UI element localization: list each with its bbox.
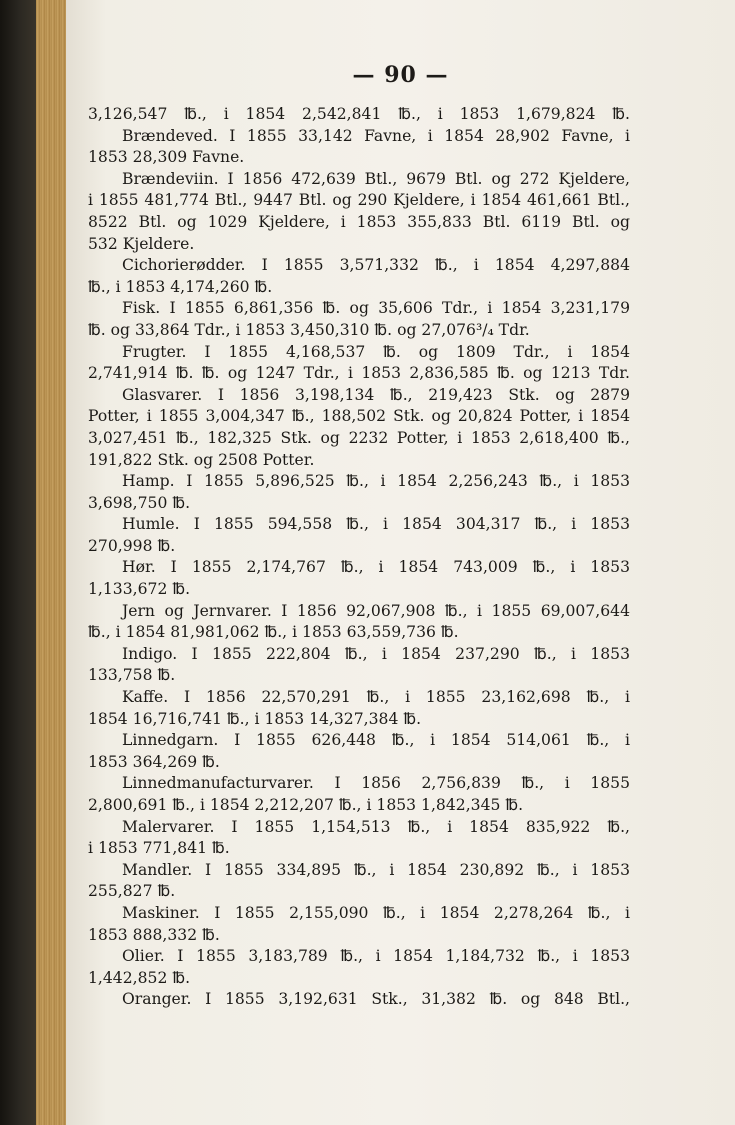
text-line: 1853 364,269 ℔. (88, 752, 220, 771)
text-line: Maskiner. I 1855 2,155,090 ℔., i 1854 2,278,264 ℔., i (122, 903, 630, 922)
page-number: — 90 — (352, 62, 449, 88)
text-line: Cichorierødder. I 1855 3,571,332 ℔., i 1854 4,297,884 (122, 256, 630, 275)
text-line: 133,758 ℔. (88, 666, 176, 685)
text-line: Jern og Jernvarer. I 1856 92,067,908 ℔., i 1855 69,007,644 (122, 601, 630, 620)
text-line: 8522 Btl. og 1029 Kjeldere, i 1853 355,833 Btl. 6119 Btl. og (88, 212, 630, 231)
text-line: 1,133,672 ℔. (88, 580, 191, 599)
text-line: Malervarer. I 1855 1,154,513 ℔., i 1854 835,922 ℔., (122, 817, 630, 836)
text-line: 2,741,914 ℔. ℔. og 1247 Tdr., i 1853 2,836,585 ℔. og 1213 Tdr. (88, 364, 630, 383)
book-cover-edge (0, 0, 36, 1125)
text-line: ℔., i 1854 81,981,062 ℔., i 1853 63,559,736 ℔. (88, 623, 459, 642)
text-line: Frugter. I 1855 4,168,537 ℔. og 1809 Tdr., i 1854 (122, 342, 630, 361)
text-line: 1854 16,716,741 ℔., i 1853 14,327,384 ℔. (88, 709, 422, 728)
text-line: 1853 28,309 Favne. (88, 148, 245, 167)
text-line: Brændeviin. I 1856 472,639 Btl., 9679 Btl. og 272 Kjeldere, (122, 169, 630, 188)
text-line: Potter, i 1855 3,004,347 ℔., 188,502 Stk. og 20,824 Potter, i 1854 (88, 407, 630, 426)
text-line: Glasvarer. I 1856 3,198,134 ℔., 219,423 Stk. og 2879 (122, 385, 630, 404)
text-line: Olier. I 1855 3,183,789 ℔., i 1854 1,184,732 ℔., i 1853 (122, 947, 630, 966)
page-edges (36, 0, 66, 1125)
text-line: 3,126,547 ℔., i 1854 2,542,841 ℔., i 1853 1,679,824 ℔. (88, 105, 630, 123)
text-line: Oranger. I 1855 3,192,631 Stk., 31,382 ℔. og 848 Btl., (122, 990, 630, 1009)
text-line: 3,698,750 ℔. (88, 493, 191, 512)
text-line: i 1853 771,841 ℔. (88, 839, 230, 858)
text-line: 191,822 Stk. og 2508 Potter. (88, 450, 315, 469)
text-line: 1,442,852 ℔. (88, 968, 191, 987)
text-line: Linnedmanufacturvarer. I 1856 2,756,839 ℔., i 1855 (122, 774, 630, 793)
text-line: 2,800,691 ℔., i 1854 2,212,207 ℔., i 1853 1,842,345 ℔. (88, 796, 524, 814)
text-line: Fisk. I 1855 6,861,356 ℔. og 35,606 Tdr., i 1854 3,231,179 (122, 299, 630, 318)
text-line: Humle. I 1855 594,558 ℔., i 1854 304,317 ℔., i 1853 (122, 515, 630, 534)
text-line: 1853 888,332 ℔. (88, 925, 220, 944)
text-line: ℔. og 33,864 Tdr., i 1853 3,450,310 ℔. og 27,076³/₄ Tdr. (88, 320, 530, 339)
text-line: Kaffe. I 1856 22,570,291 ℔., i 1855 23,162,698 ℔., i (122, 688, 630, 707)
text-line: Indigo. I 1855 222,804 ℔., i 1854 237,290 ℔., i 1853 (122, 644, 630, 663)
text-line: Linnedgarn. I 1855 626,448 ℔., i 1854 514,061 ℔., i (122, 731, 630, 750)
text-line: Hør. I 1855 2,174,767 ℔., i 1854 743,009 ℔., i 1853 (122, 558, 630, 577)
text-line: ℔., i 1853 4,174,260 ℔. (88, 277, 273, 296)
text-line: 532 Kjeldere. (88, 234, 195, 253)
text-block (88, 104, 630, 1011)
text-line: Mandler. I 1855 334,895 ℔., i 1854 230,892 ℔., i 1853 (122, 860, 630, 879)
text-line: Hamp. I 1855 5,896,525 ℔., i 1854 2,256,243 ℔., i 1853 (122, 472, 630, 491)
text-line: 270,998 ℔. (88, 536, 176, 555)
text-line: 3,027,451 ℔., 182,325 Stk. og 2232 Potter, i 1853 2,618,400 ℔., (88, 428, 630, 447)
text-line: 255,827 ℔. (88, 882, 176, 901)
text-line: Brændeved. I 1855 33,142 Favne, i 1854 28,902 Favne, i (122, 126, 630, 145)
text-line: i 1855 481,774 Btl., 9447 Btl. og 290 Kjeldere, i 1854 461,661 Btl., (88, 191, 630, 210)
